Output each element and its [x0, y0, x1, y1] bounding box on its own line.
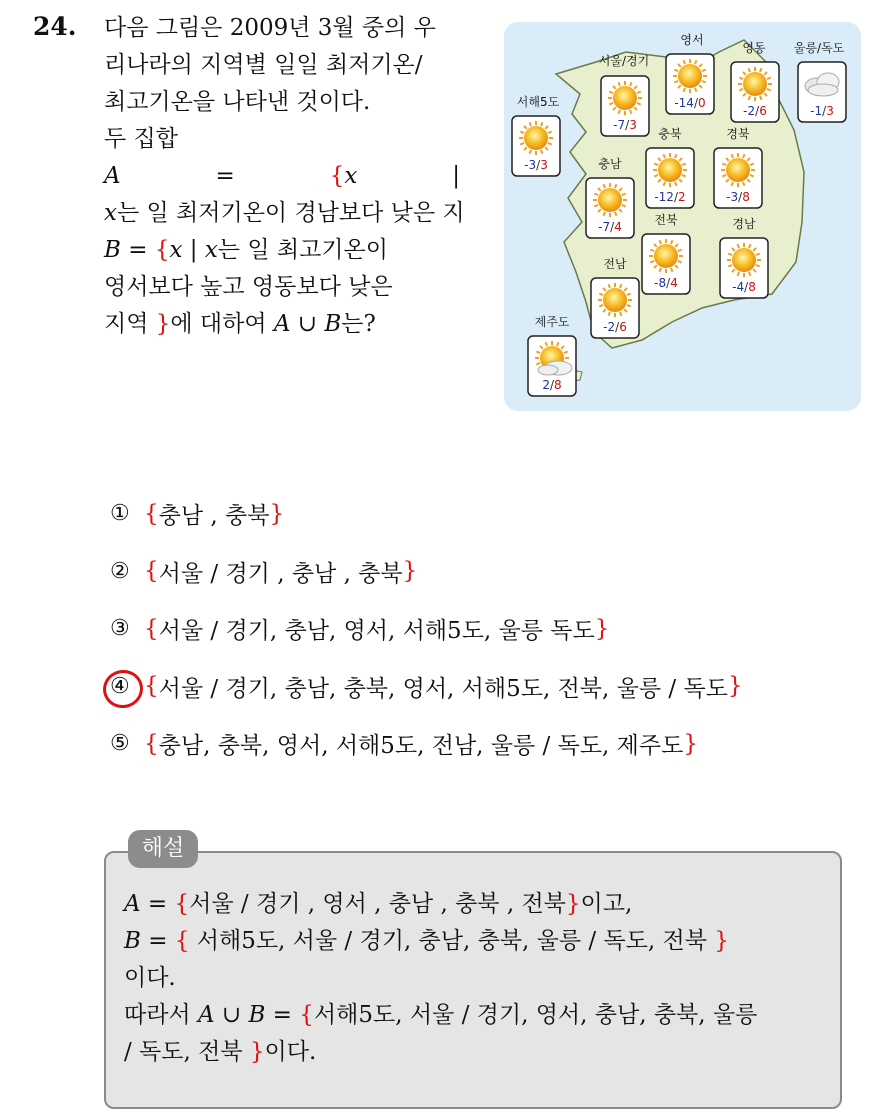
choice-5-number: ⑤	[110, 731, 130, 757]
choice-3-text: 서울 / 경기, 충남, 영서, 서해5도, 울릉 독도	[158, 618, 595, 645]
explanation-line-2: B = { 서해5도, 서울 / 경기, 충남, 충북, 울릉 / 독도, 전북 }	[124, 928, 729, 954]
set-a-var: x	[344, 163, 358, 189]
temperature-label: -7/3	[613, 118, 637, 132]
answer-choices	[110, 485, 743, 773]
set-b-line-1: B = {x | x는 일 최고기온이	[104, 237, 388, 263]
sun-icon	[608, 81, 642, 115]
choice-2-text: 서울 / 경기 , 충남 , 충북	[158, 560, 403, 587]
region-name: 충북	[658, 127, 682, 141]
set-a-name: A	[104, 163, 121, 189]
temperature-label: -7/4	[598, 220, 622, 234]
choice-4[interactable]: ④ { 서울 / 경기, 충남, 충북, 영서, 서해5도, 전북, 울릉 / 독도 }	[110, 658, 743, 716]
set-b-line-3: 지역 }에 대하여 A ∪ B는?	[104, 311, 376, 337]
choice-4-text: 서울 / 경기, 충남, 충북, 영서, 서해5도, 전북, 울릉 / 독도	[158, 675, 728, 702]
temperature-label: -3/3	[524, 158, 548, 172]
choice-1-text: 충남 , 충북	[158, 503, 270, 530]
sun-icon	[653, 153, 687, 187]
union-expr: A ∪ B	[273, 311, 342, 337]
selected-answer-circle	[99, 666, 146, 711]
sun-icon	[727, 243, 761, 277]
temperature-label: -14/0	[674, 96, 706, 110]
sun-icon	[598, 283, 632, 317]
explanation-line-4: 따라서 A ∪ B = {서해5도, 서울 / 경기, 영서, 충남, 충북, 울릉	[124, 1002, 758, 1028]
weather-map	[504, 22, 861, 411]
choice-3-number: ③	[110, 616, 130, 642]
sun-icon	[738, 67, 772, 101]
set-b-cond-1: 는 일 최고기온이	[217, 237, 388, 263]
region-name: 충남	[598, 157, 622, 171]
set-b-var: x	[169, 237, 183, 263]
question-line-4: 두 집합	[104, 126, 178, 152]
region-name: 경남	[732, 217, 756, 231]
region-name: 전남	[603, 257, 627, 271]
region-name: 서울/경기	[598, 54, 650, 68]
temperature-label: -12/2	[654, 190, 686, 204]
explanation-line-3: 이다.	[124, 965, 176, 991]
temperature-label: 2/8	[542, 378, 562, 392]
explanation-tag: 해설	[128, 830, 198, 868]
set-a-eq: =	[215, 163, 235, 189]
sun-icon	[673, 59, 707, 93]
choice-3[interactable]: ③ { 서울 / 경기, 충남, 영서, 서해5도, 울릉 독도 }	[110, 600, 743, 658]
region-card	[599, 53, 649, 136]
explanation-body	[124, 886, 836, 1071]
region-card	[794, 41, 846, 122]
sun-icon	[519, 121, 553, 155]
temperature-label: -8/4	[654, 276, 678, 290]
question-text: 다음 그림은 2009년 3월 중의 우 리나라의 지역별 일일 최저기온/ 최고기온을 나타낸 것이다. 두 집합 A = {x | x는 일 최저기온이 경남보다 낮은 지 B = {x | x는 일 최고기온이 영서보다 높고 영동보다 낮은 지역 }에 대하여 A ∪ B는?	[104, 10, 476, 343]
sun-icon	[593, 183, 627, 217]
region-name: 전북	[654, 213, 678, 227]
temperature-label: -2/6	[603, 320, 627, 334]
choice-2-number: ②	[110, 558, 130, 584]
question-number: 24.	[33, 12, 77, 41]
choice-5[interactable]: ⑤ { 충남, 충북, 영서, 서해5도, 전남, 울릉 / 독도, 제주도 }	[110, 715, 743, 773]
temperature-label: -2/6	[743, 104, 767, 118]
region-name: 서해5도	[516, 95, 560, 109]
region-name: 영동	[742, 41, 766, 55]
region-name: 울릉/독도	[793, 41, 845, 55]
set-a-bar: |	[452, 163, 460, 189]
explanation-line-5: / 독도, 전북 }이다.	[124, 1039, 317, 1065]
region-card	[528, 314, 576, 396]
set-b-name: B	[104, 237, 121, 263]
choice-5-text: 충남, 충북, 영서, 서해5도, 전남, 울릉 / 독도, 제주도	[158, 733, 684, 760]
temperature-label: -4/8	[732, 280, 756, 294]
region-name: 경북	[726, 127, 750, 141]
question-line-2: 리나라의 지역별 일일 최저기온/	[104, 52, 423, 78]
choice-1[interactable]: ① { 충남 , 충북 }	[110, 485, 743, 543]
temperature-label: -3/8	[726, 190, 750, 204]
set-b-line-2: 영서보다 높고 영동보다 낮은	[104, 274, 393, 300]
temperature-label: -1/3	[810, 104, 834, 118]
choice-4-number: ④	[110, 673, 130, 699]
choice-2[interactable]: ② { 서울 / 경기 , 충남 , 충북 }	[110, 543, 743, 601]
choice-1-number: ①	[110, 501, 130, 527]
region-name: 제주도	[534, 315, 570, 329]
sun-icon	[721, 153, 755, 187]
region-card	[512, 94, 560, 176]
set-a-header	[104, 158, 460, 195]
region-name: 영서	[680, 33, 704, 47]
question-line-1: 다음 그림은 2009년 3월 중의 우	[104, 15, 436, 41]
set-a-open-brace: {	[329, 163, 345, 189]
sun-icon	[649, 239, 683, 273]
question-line-3: 최고기온을 나타낸 것이다.	[104, 89, 371, 115]
explanation-line-1: A = {서울 / 경기 , 영서 , 충남 , 충북 , 전북}이고,	[124, 891, 633, 917]
